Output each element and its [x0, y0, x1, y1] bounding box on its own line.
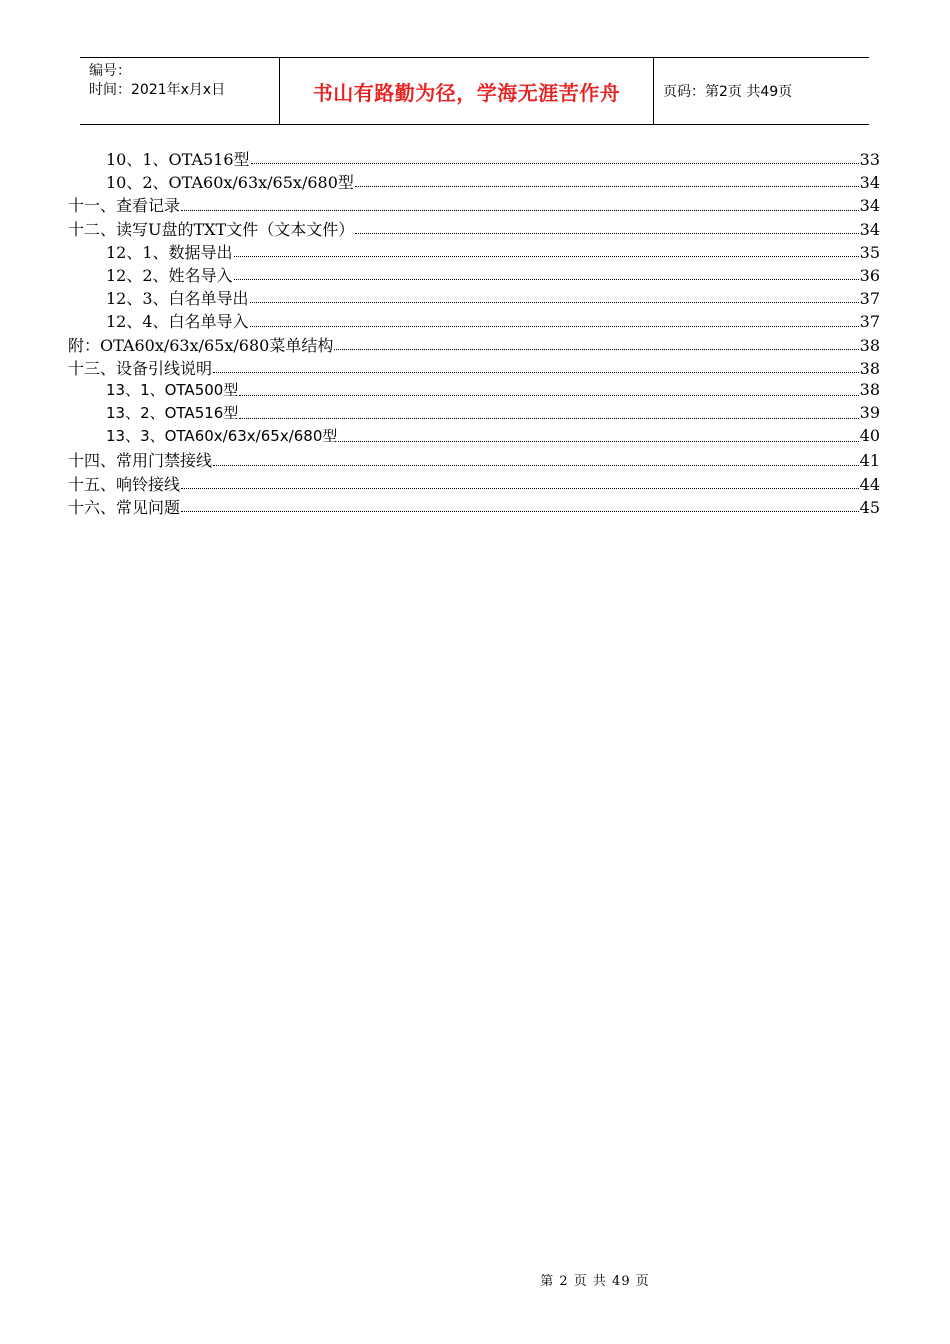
toc-entry-page: 37	[859, 289, 880, 309]
toc-leader-dots	[251, 162, 859, 164]
toc-entry[interactable]	[68, 217, 880, 240]
toc-entry[interactable]	[68, 448, 880, 471]
toc-leader-dots	[239, 394, 858, 396]
toc-entry[interactable]	[68, 309, 880, 332]
toc-entry-title: 13、3、OTA60x/63x/65x/680型	[106, 427, 338, 446]
toc-leader-dots	[239, 417, 858, 419]
toc-entry[interactable]	[68, 263, 880, 286]
toc-entry[interactable]	[68, 193, 880, 216]
toc-entry-title: 10、2、OTA60x/63x/65x/680型	[106, 173, 354, 193]
toc-entry[interactable]	[68, 425, 880, 448]
toc-leader-dots	[213, 371, 859, 373]
toc-entry[interactable]	[68, 495, 880, 518]
toc-entry-page: 41	[859, 451, 880, 471]
toc-entry-title: 12、3、白名单导出	[106, 289, 249, 309]
toc-entry-page: 39	[859, 403, 880, 423]
toc-leader-dots	[234, 278, 859, 280]
toc-entry[interactable]	[68, 402, 880, 425]
toc-leader-dots	[355, 232, 858, 234]
toc-leader-dots	[250, 325, 859, 327]
toc-leader-dots	[213, 464, 859, 466]
toc-leader-dots	[181, 487, 859, 489]
toc-entry[interactable]	[68, 333, 880, 356]
toc-entry-title: 十五、响铃接线	[68, 474, 181, 494]
toc-entry-title: 十二、读写U盘的TXT文件（文本文件）	[68, 219, 355, 239]
page-header	[80, 57, 869, 125]
toc-entry-title: 12、2、姓名导入	[106, 265, 233, 285]
toc-entry-page: 44	[859, 474, 880, 494]
toc-leader-dots	[334, 348, 858, 350]
document-time-label: 时间：2021年x月x日	[89, 82, 226, 98]
toc-entry-page: 34	[859, 219, 880, 239]
footer-page-number: 第 2 页 共 49 页	[540, 1274, 650, 1289]
toc-entry-page: 34	[859, 196, 880, 216]
toc-entry-page: 38	[859, 379, 880, 399]
toc-entry[interactable]	[68, 286, 880, 309]
toc-entry-title: 13、1、OTA500型	[106, 380, 239, 399]
toc-entry-page: 34	[859, 173, 880, 193]
toc-entry-page: 45	[859, 497, 880, 517]
toc-leader-dots	[181, 510, 859, 512]
toc-entry-title: 十四、常用门禁接线	[68, 451, 213, 471]
toc-entry-title: 附：OTA60x/63x/65x/680菜单结构	[68, 335, 334, 355]
header-meta	[80, 58, 280, 124]
toc-entry-title: 12、4、白名单导入	[106, 312, 249, 332]
toc-entry-page: 33	[859, 150, 880, 169]
toc-leader-dots	[250, 301, 859, 303]
toc-entry-title: 12、1、数据导出	[106, 242, 233, 262]
toc-entry[interactable]	[68, 472, 880, 495]
toc-entry-title: 13、2、OTA516型	[106, 404, 239, 423]
header-page-info: 页码：第2页 共49页	[663, 84, 793, 100]
toc-leader-dots	[355, 185, 859, 187]
toc-entry-page: 38	[859, 335, 880, 355]
header-motto: 书山有路勤为径，学海无涯苦作舟	[280, 58, 654, 124]
toc-leader-dots	[338, 440, 858, 442]
table-of-contents	[68, 147, 880, 518]
toc-leader-dots	[234, 255, 859, 257]
toc-entry-page: 40	[859, 426, 880, 446]
document-number-label: 编号：	[89, 63, 131, 79]
toc-entry-page: 36	[859, 265, 880, 285]
toc-entry[interactable]	[68, 379, 880, 402]
toc-entry-title: 十一、查看记录	[68, 196, 181, 216]
toc-entry-title: 10、1、OTA516型	[106, 150, 250, 169]
toc-entry-page: 35	[859, 242, 880, 262]
toc-entry[interactable]	[68, 147, 880, 170]
page-footer	[0, 1270, 950, 1289]
toc-entry-page: 37	[859, 312, 880, 332]
toc-leader-dots	[181, 209, 859, 211]
toc-entry-page: 38	[859, 358, 880, 378]
toc-entry-title: 十三、设备引线说明	[68, 358, 213, 378]
toc-entry-title: 十六、常见问题	[68, 497, 181, 517]
toc-entry[interactable]	[68, 356, 880, 379]
toc-entry[interactable]	[68, 170, 880, 193]
toc-entry[interactable]	[68, 240, 880, 263]
